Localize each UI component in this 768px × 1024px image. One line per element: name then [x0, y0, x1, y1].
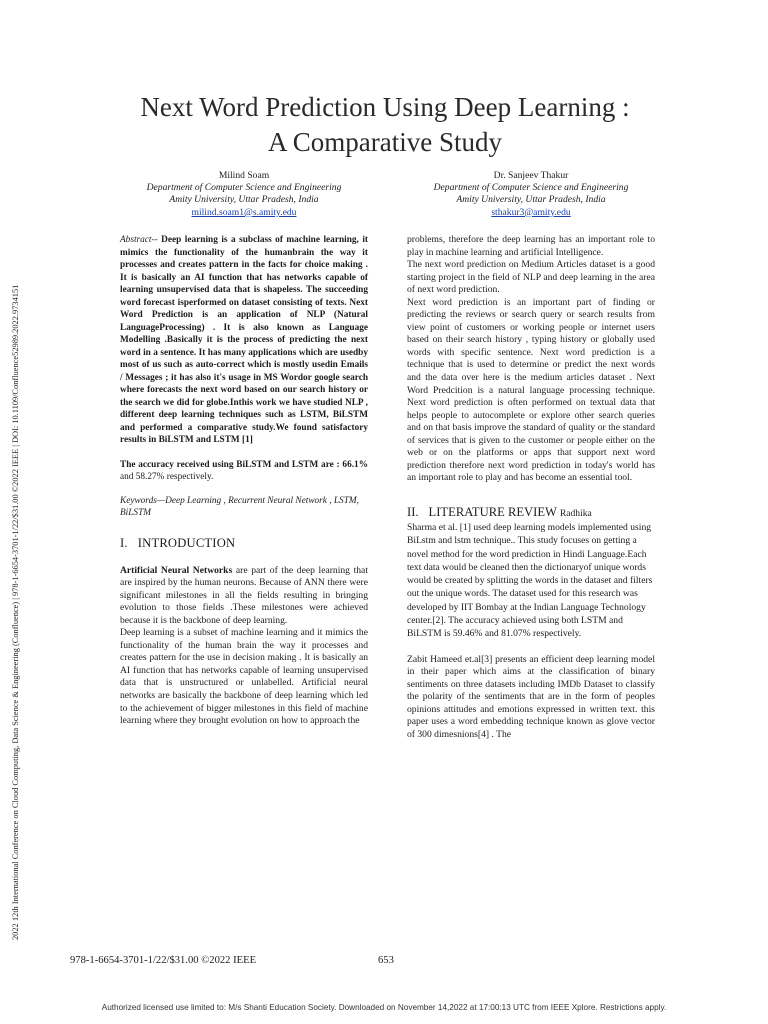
author-email-link[interactable]: sthakur3@amity.edu [491, 206, 571, 218]
section-heading-introduction [120, 535, 368, 551]
author-name: Milind Soam [218, 170, 270, 181]
author-name: Dr. Sanjeev Thakur [493, 170, 569, 181]
section-number: I. [120, 535, 128, 550]
intro-paragraph-2: Deep learning is a subset of machine learning and it mimics the functionality of the human brain the way it processes and creates pattern for the use in decision making . It is basically an AI function that has networks capable of learning unsupervised data that is unstructured or unlabelled. Artificial neural networks are basically the backbone of deep learning which led to the achievement of bigger milestones in this field of machine learning where they brought evolution on how to approach the [120, 627, 368, 727]
intro-bold-term: Artificial Neural Networks [120, 564, 233, 576]
doi-sidebar [9, 105, 23, 940]
accuracy-summary [120, 459, 368, 484]
keywords: Keywords—Deep Learning , Recurrent Neural Network , LSTM, BiLSTM [120, 495, 359, 518]
license-notice: Authorized licensed use limited to: M/s Shanti Education Society. Downloaded on November 14,2022 at 17:00:13 UTC from IEEE Xplore. Restrictions apply. [101, 1003, 667, 1012]
footer-isbn: 978-1-6654-3701-1/22/$31.00 ©2022 IEEE [70, 955, 257, 966]
right-paragraph-3: Next word prediction is an important part of finding or predicting the reviews or search query or search results from view point of customers or working people or internet users based on their search history , typing history or globally used words with specific sentence. Next word prediction is a technique that is used to determine or predict the next words and the data over here is the medium articles dataset . Next Word Predcition is a natural language processing technique. Next word prediction is often performed on textual data that helps people to autocomplete or explore other search queries and on that basis improve the standard of quality or the standard of services that is given to the customer or people either on the web or on the platforms or apps that support next word prediction therefore next word prediction in today's world has an important role to play and has become an essential tool. [407, 296, 655, 484]
accuracy-rest: and 58.27% respectively. [120, 472, 214, 482]
section-number: II. [407, 504, 419, 519]
accuracy-bold: The accuracy received using BiLSTM and LSTM are : 66.1% [120, 459, 368, 470]
author-department: Department of Computer Science and Engineering [146, 182, 342, 194]
intro-paragraph-1-text: are part of the deep learning that are inspired by the human neurons. Because of ANN there were significant milestones in all the fields resulting in bringing evolution to those fields .These milestones were achieved because it is the backbone of deep learning. [120, 564, 368, 626]
title-line-2: A Comparative Study [268, 127, 502, 157]
title-line-1: Next Word Prediction Using Deep Learning : [140, 92, 630, 122]
left-column [120, 234, 368, 728]
abstract-text: Deep learning is a subclass of machine learning, it mimics the functionality of the humanbrain the way it processes and creates pattern in the facts for choice making . It is basically an AI function that has networks capable of learning unsupervised data that is shapeless. The succeeding word forecast isperformed on dataset consisting of texts. Next Word Prediction is an application of NLP (Natural LanguageProcessing) . It is also known as Language Modelling .Basically it is the process of predicting the next word in a sentence. It has many applications which are usedby most of us such as auto-correct which is mostly usedin Emails / Messages ; it has also it's usage in MS Wordor google search where forecasts the next word based on our search history or the search we did for globe.Inthis work we have studied NLP , different deep learning techniques such as LSTM, BiLSTM and performed a comparative study.We found satisfactory results in BiLSTM and LSTM [1] [120, 235, 368, 445]
author-block-1 [94, 170, 394, 219]
abstract-label: Abstract-- [120, 235, 158, 245]
section-title: INTRODUCTION [137, 535, 236, 550]
author-email-link[interactable]: milind.soam1@s.amity.edu [191, 206, 297, 218]
author-block-2 [381, 170, 681, 219]
paper-title [100, 90, 670, 160]
right-paragraph-1: problems, therefore the deep learning has an important role to play in machine learning and artificial Intelligence. [407, 234, 655, 258]
right-column [407, 234, 655, 741]
section-title: LITERATURE REVIEW [428, 504, 557, 519]
author-university: Amity University, Uttar Pradesh, India [169, 194, 319, 206]
litrev-inline-start: Radhika [559, 507, 592, 519]
doi-sidebar-text: 2022 12th International Conference on Cloud Computing, Data Science & Engineering (Confluence) | 978-1-6654-3701-1/22/$31.00 ©2022 IEEE | DOI: 10.1109/Confluence52989.2022.9734151 [11, 284, 20, 940]
abstract [120, 234, 368, 447]
author-department: Department of Computer Science and Engineering [433, 182, 629, 194]
section-heading-literature-review [407, 505, 655, 521]
litrev-paragraph-1: Sharma et al. [1] used deep learning models implemented using BiLstm and lstm technique.. This study focuses on getting a novel method for the word prediction in Hindi Language.Each text data would be cleaned then the dictionaryof unique words would be created by splitting the words in the dataset and filters out the unique words. The dataset used for this research was developed by IIT Bombay at the Indian Language Technology center.[2]. The accuracy achieved using both LSTM and BiLSTM is 59.46% and 81.07% respectively. [407, 521, 653, 640]
intro-paragraph-1 [120, 565, 368, 628]
right-paragraph-2: The next word prediction on Medium Articles dataset is a good starting project in the field of NLP and deep learning in the area of next word prediction. [407, 259, 655, 296]
litrev-paragraph-2: Zabit Hameed et.al[3] presents an efficient deep learning model in their paper which aims at the classification of binary sentiments on three datasets including IMDb Dataset to classify the polarity of the sentiments that are in the form of peoples opinions attitudes and emotions expressed in written text. this paper uses a word embedding technique known as glove vector of 300 dimesnions[4] . The [407, 653, 655, 740]
page-number: 653 [378, 955, 394, 966]
author-university: Amity University, Uttar Pradesh, India [456, 194, 606, 206]
